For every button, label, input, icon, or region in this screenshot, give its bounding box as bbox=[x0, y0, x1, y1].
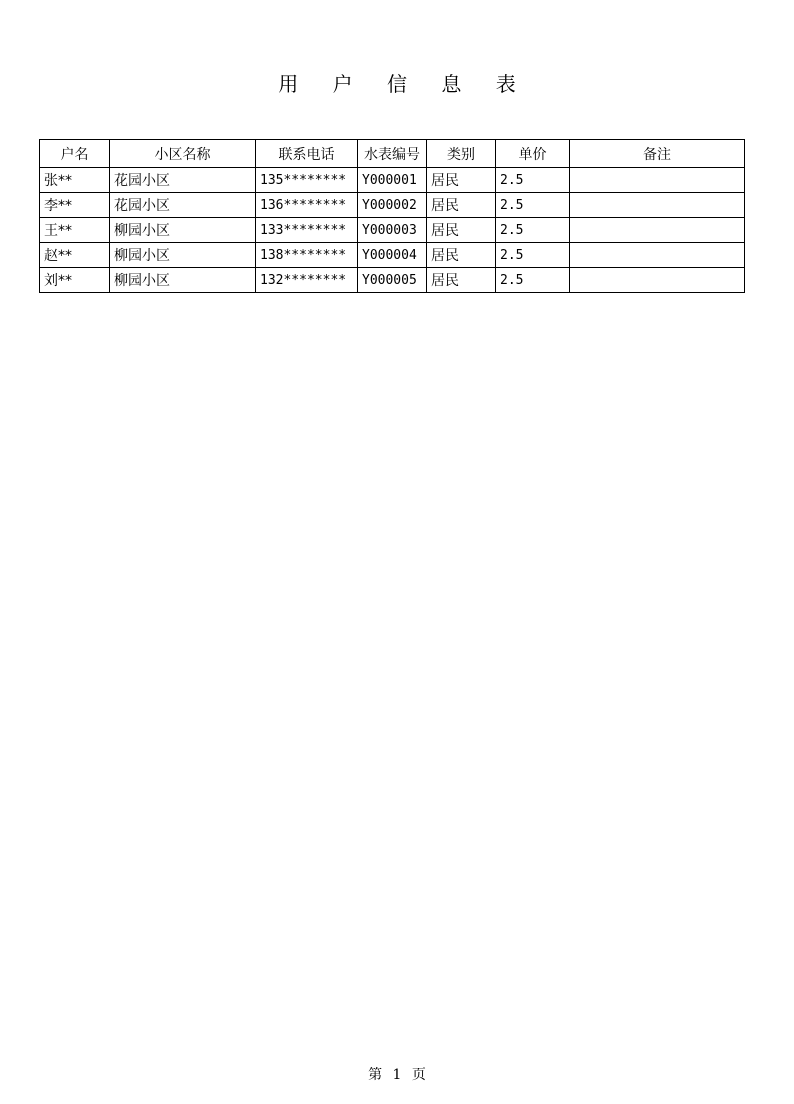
cell-household-name: 张** bbox=[40, 168, 110, 193]
cell-household-name: 赵** bbox=[40, 243, 110, 268]
cell-remarks bbox=[570, 168, 745, 193]
cell-household-name: 刘** bbox=[40, 268, 110, 293]
cell-meter-number: Y000003 bbox=[358, 218, 427, 243]
cell-unit-price: 2.5 bbox=[496, 168, 570, 193]
cell-phone: 138******** bbox=[256, 243, 358, 268]
document-title: 用 户 信 息 表 bbox=[278, 72, 530, 96]
cell-community-name: 花园小区 bbox=[110, 168, 256, 193]
cell-household-name: 王** bbox=[40, 218, 110, 243]
user-info-table bbox=[39, 139, 745, 293]
table-header-row bbox=[40, 140, 745, 168]
cell-meter-number: Y000002 bbox=[358, 193, 427, 218]
cell-remarks bbox=[570, 268, 745, 293]
cell-category: 居民 bbox=[427, 193, 496, 218]
cell-meter-number: Y000005 bbox=[358, 268, 427, 293]
table-row bbox=[40, 168, 745, 193]
cell-unit-price: 2.5 bbox=[496, 218, 570, 243]
header-unit-price: 单价 bbox=[496, 140, 570, 168]
cell-phone: 135******** bbox=[256, 168, 358, 193]
table-row bbox=[40, 243, 745, 268]
header-household-name: 户名 bbox=[40, 140, 110, 168]
cell-community-name: 柳园小区 bbox=[110, 243, 256, 268]
header-phone: 联系电话 bbox=[256, 140, 358, 168]
cell-category: 居民 bbox=[427, 268, 496, 293]
cell-category: 居民 bbox=[427, 218, 496, 243]
cell-remarks bbox=[570, 218, 745, 243]
header-category: 类别 bbox=[427, 140, 496, 168]
header-community-name: 小区名称 bbox=[110, 140, 256, 168]
cell-phone: 136******** bbox=[256, 193, 358, 218]
cell-community-name: 花园小区 bbox=[110, 193, 256, 218]
cell-category: 居民 bbox=[427, 243, 496, 268]
page-number: 第 1 页 bbox=[368, 1067, 426, 1083]
cell-category: 居民 bbox=[427, 168, 496, 193]
cell-community-name: 柳园小区 bbox=[110, 218, 256, 243]
cell-phone: 132******** bbox=[256, 268, 358, 293]
table-row bbox=[40, 268, 745, 293]
table-row bbox=[40, 218, 745, 243]
cell-household-name: 李** bbox=[40, 193, 110, 218]
cell-remarks bbox=[570, 243, 745, 268]
cell-unit-price: 2.5 bbox=[496, 268, 570, 293]
cell-phone: 133******** bbox=[256, 218, 358, 243]
cell-unit-price: 2.5 bbox=[496, 193, 570, 218]
header-remarks: 备注 bbox=[570, 140, 745, 168]
cell-community-name: 柳园小区 bbox=[110, 268, 256, 293]
cell-unit-price: 2.5 bbox=[496, 243, 570, 268]
cell-meter-number: Y000004 bbox=[358, 243, 427, 268]
cell-meter-number: Y000001 bbox=[358, 168, 427, 193]
table-row bbox=[40, 193, 745, 218]
cell-remarks bbox=[570, 193, 745, 218]
header-meter-number: 水表编号 bbox=[358, 140, 427, 168]
